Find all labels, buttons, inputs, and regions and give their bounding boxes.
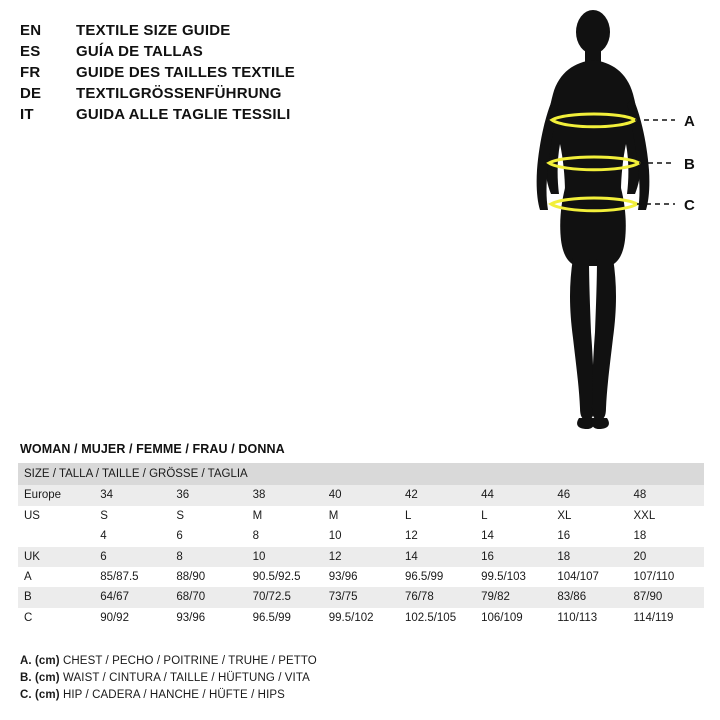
cell: 96.5/99 bbox=[399, 567, 475, 587]
cell: 110/113 bbox=[551, 608, 627, 628]
title-row-fr bbox=[20, 64, 500, 81]
title-row-es bbox=[20, 43, 500, 60]
cell: M bbox=[247, 506, 323, 526]
row-label: UK bbox=[18, 547, 94, 567]
cell: S bbox=[170, 506, 246, 526]
cell: 12 bbox=[399, 526, 475, 546]
title-lang-it: IT bbox=[20, 106, 34, 123]
marker-label-a: A bbox=[684, 113, 695, 130]
cell: 14 bbox=[475, 526, 551, 546]
legend-key-b: B. (cm) bbox=[20, 672, 60, 684]
cell: 68/70 bbox=[170, 587, 246, 607]
legend-text-c: HIP / CADERA / HANCHE / HÜFTE / HIPS bbox=[62, 689, 285, 701]
cell: 99.5/103 bbox=[475, 567, 551, 587]
size-table bbox=[18, 463, 704, 628]
cell: 16 bbox=[551, 526, 627, 546]
cell: 8 bbox=[247, 526, 323, 546]
title-text-fr: GUIDE DES TAILLES TEXTILE bbox=[76, 64, 295, 81]
cell: 4 bbox=[94, 526, 170, 546]
cell: 90.5/92.5 bbox=[247, 567, 323, 587]
cell: 90/92 bbox=[94, 608, 170, 628]
cell: 44 bbox=[475, 485, 551, 505]
row-label: US bbox=[18, 506, 94, 526]
cell: 88/90 bbox=[170, 567, 246, 587]
cell: M bbox=[323, 506, 399, 526]
cell: 38 bbox=[247, 485, 323, 505]
row-label: C bbox=[18, 608, 94, 628]
female-silhouette-icon bbox=[537, 10, 650, 429]
cell: 87/90 bbox=[628, 587, 705, 607]
title-row-it bbox=[20, 106, 500, 123]
marker-label-b: B bbox=[684, 156, 695, 173]
size-table-section bbox=[18, 440, 704, 628]
cell: L bbox=[475, 506, 551, 526]
row-label: A bbox=[18, 567, 94, 587]
title-block bbox=[20, 22, 500, 127]
cell: 12 bbox=[323, 547, 399, 567]
cell: 6 bbox=[170, 526, 246, 546]
cell: XXL bbox=[628, 506, 705, 526]
table-header-label: SIZE / TALLA / TAILLE / GRÖSSE / TAGLIA bbox=[18, 463, 704, 485]
legend-text-a: CHEST / PECHO / POITRINE / TRUHE / PETTO bbox=[62, 655, 317, 667]
cell: 76/78 bbox=[399, 587, 475, 607]
title-lang-fr: FR bbox=[20, 64, 41, 81]
cell: 34 bbox=[94, 485, 170, 505]
cell: 93/96 bbox=[170, 608, 246, 628]
table-row bbox=[18, 608, 704, 628]
table-row bbox=[18, 506, 704, 526]
cell: 10 bbox=[247, 547, 323, 567]
cell: 70/72.5 bbox=[247, 587, 323, 607]
cell: 20 bbox=[628, 547, 705, 567]
title-text-en: TEXTILE SIZE GUIDE bbox=[76, 22, 231, 39]
legend-row-b bbox=[20, 672, 620, 684]
cell: 18 bbox=[628, 526, 705, 546]
table-header-row bbox=[18, 463, 704, 485]
marker-label-c: C bbox=[684, 197, 695, 214]
cell: 104/107 bbox=[551, 567, 627, 587]
cell: 8 bbox=[170, 547, 246, 567]
cell: 42 bbox=[399, 485, 475, 505]
cell: L bbox=[399, 506, 475, 526]
table-row bbox=[18, 547, 704, 567]
title-row-de bbox=[20, 85, 500, 102]
title-text-it: GUIDA ALLE TAGLIE TESSILI bbox=[76, 106, 291, 123]
cell: 64/67 bbox=[94, 587, 170, 607]
table-group-label: WOMAN / MUJER / FEMME / FRAU / DONNA bbox=[20, 442, 285, 456]
row-label: Europe bbox=[18, 485, 94, 505]
cell: 36 bbox=[170, 485, 246, 505]
row-label bbox=[18, 526, 94, 546]
cell: 85/87.5 bbox=[94, 567, 170, 587]
title-text-es: GUÍA DE TALLAS bbox=[76, 43, 203, 60]
cell: 114/119 bbox=[628, 608, 705, 628]
title-lang-de: DE bbox=[20, 85, 42, 102]
cell: 40 bbox=[323, 485, 399, 505]
cell: S bbox=[94, 506, 170, 526]
table-row bbox=[18, 526, 704, 546]
table-row bbox=[18, 485, 704, 505]
title-lang-es: ES bbox=[20, 43, 41, 60]
cell: 93/96 bbox=[323, 567, 399, 587]
row-label: B bbox=[18, 587, 94, 607]
table-row bbox=[18, 587, 704, 607]
cell: 73/75 bbox=[323, 587, 399, 607]
cell: 83/86 bbox=[551, 587, 627, 607]
cell: 6 bbox=[94, 547, 170, 567]
body-figure bbox=[495, 8, 720, 438]
cell: 10 bbox=[323, 526, 399, 546]
cell: 16 bbox=[475, 547, 551, 567]
cell: 96.5/99 bbox=[247, 608, 323, 628]
legend-row-c bbox=[20, 689, 620, 701]
cell: XL bbox=[551, 506, 627, 526]
legend-key-c: C. (cm) bbox=[20, 689, 60, 701]
title-row-en bbox=[20, 22, 500, 39]
cell: 107/110 bbox=[628, 567, 705, 587]
legend-row-a bbox=[20, 655, 620, 667]
cell: 46 bbox=[551, 485, 627, 505]
cell: 102.5/105 bbox=[399, 608, 475, 628]
legend-text-b: WAIST / CINTURA / TAILLE / HÜFTUNG / VITA bbox=[62, 672, 310, 684]
cell: 48 bbox=[628, 485, 705, 505]
cell: 18 bbox=[551, 547, 627, 567]
table-row bbox=[18, 567, 704, 587]
legend-key-a: A. (cm) bbox=[20, 655, 60, 667]
measurement-legend bbox=[20, 655, 620, 706]
cell: 106/109 bbox=[475, 608, 551, 628]
cell: 99.5/102 bbox=[323, 608, 399, 628]
cell: 79/82 bbox=[475, 587, 551, 607]
title-lang-en: EN bbox=[20, 22, 42, 39]
title-text-de: TEXTILGRÖSSENFÜHRUNG bbox=[76, 85, 282, 102]
cell: 14 bbox=[399, 547, 475, 567]
